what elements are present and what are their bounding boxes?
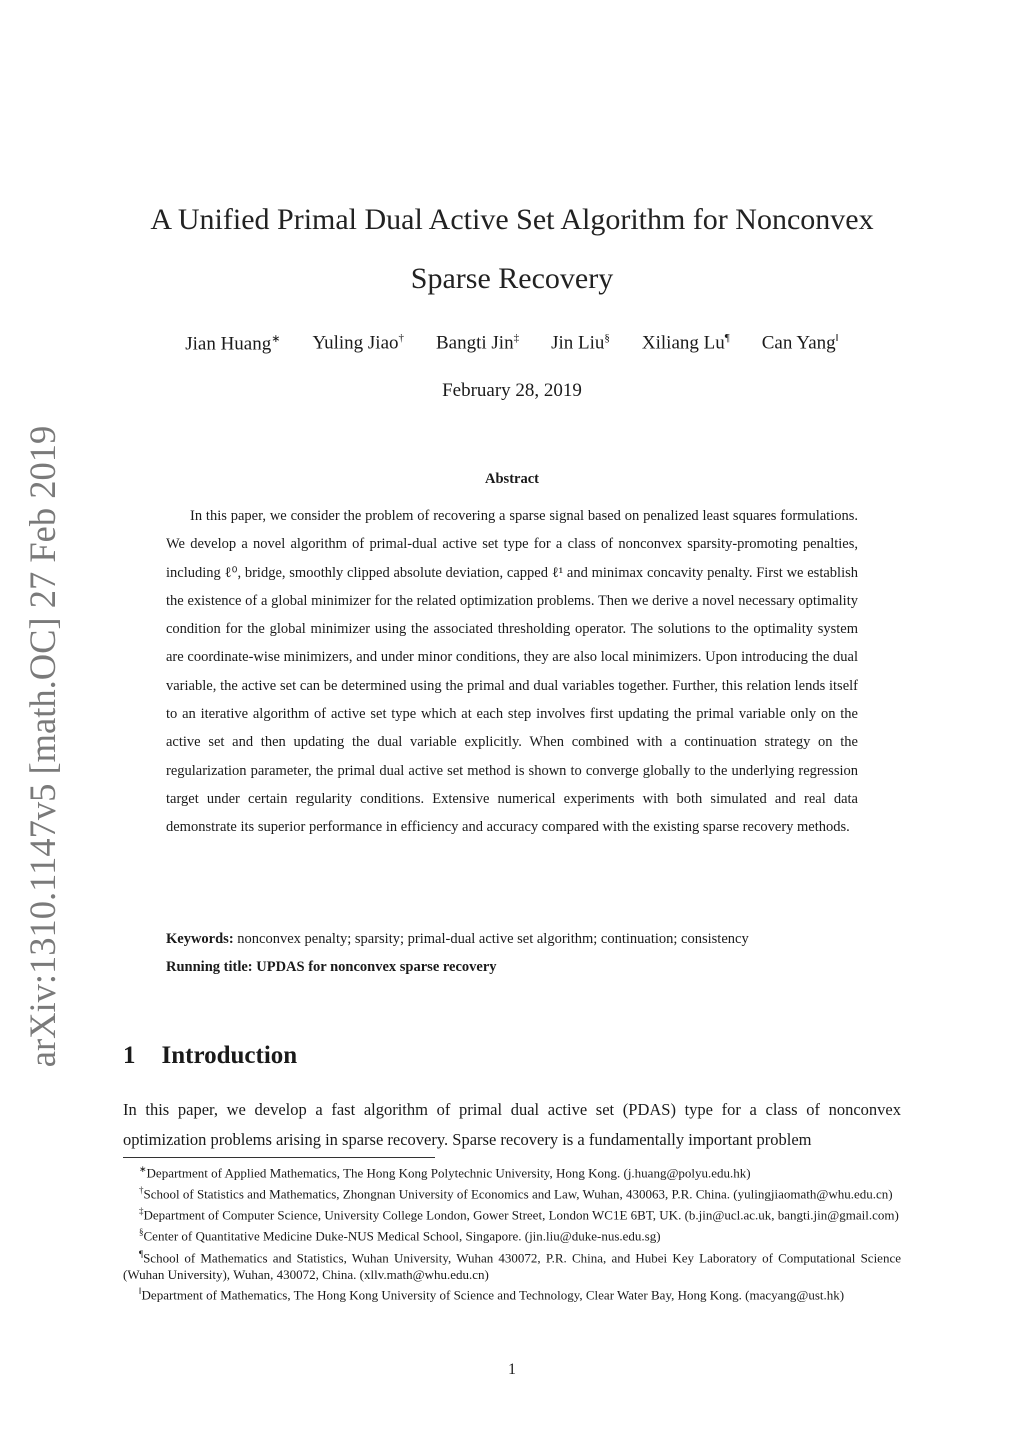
arxiv-sidebar-stamp (14, 425, 72, 1067)
abstract-heading: Abstract (485, 471, 539, 487)
footnotes (123, 1161, 901, 1305)
keywords-label: Keywords: (166, 931, 234, 947)
running-title-text: UPDAS for nonconvex sparse recovery (256, 959, 497, 975)
footnote-divider (123, 1157, 435, 1158)
running-title-label: Running title: (166, 959, 253, 975)
footnote: ¶School of Mathematics and Statistics, Wuhan University, Wuhan 430072, P.R. China, and Hubei Key Laboratory of Computational Science (Wuhan University), Wuhan, 430072, China. (xllv.math@whu.edu.cn) (123, 1248, 901, 1282)
keywords-text: nonconvex penalty; sparsity; primal-dual active set algorithm; continuation; consistency (237, 931, 749, 947)
paper-title-line-2: Sparse Recovery (410, 262, 614, 295)
keywords-line (166, 931, 749, 948)
section-number: 1 (123, 1042, 136, 1069)
author: Bangti Jin‡ (436, 332, 520, 354)
paper-title-line-1: A Unified Primal Dual Active Set Algorithm for Nonconvex (150, 203, 874, 236)
section-heading (123, 1042, 297, 1070)
footnote: ‖Department of Mathematics, The Hong Kong University of Science and Technology, Clear Water Bay, Hong Kong. (macyang@ust.hk) (139, 1286, 845, 1303)
author: Can Yang‖ (761, 332, 839, 354)
page-number: 1 (508, 1361, 516, 1378)
author: Jian Huang∗ (185, 333, 281, 355)
footnote: †School of Statistics and Mathematics, Zhongnan University of Economics and Law, Wuhan, 430063, P.R. China. (yulingjiaomath@whu.edu.cn) (139, 1185, 893, 1202)
publication-date: February 28, 2019 (442, 380, 582, 401)
arxiv-id-text: arXiv:1310.1147v5 [math.OC] 27 Feb 2019 (22, 425, 64, 1067)
introduction-paragraph: In this paper, we develop a fast algorithm of primal dual active set (PDAS) type for a class of nonconvex optimization problems arising in sparse recovery. Sparse recovery is a fundamentally important problem (123, 1100, 901, 1149)
footnote: ∗Department of Applied Mathematics, The Hong Kong Polytechnic University, Hong Kong. (j.huang@polyu.edu.hk) (139, 1164, 751, 1181)
author: Jin Liu§ (551, 332, 610, 354)
abstract-text: In this paper, we consider the problem of recovering a sparse signal based on penalized least squares formulations. We develop a novel algorithm of primal-dual active set type for a class of nonconvex sparsity-promoting penalties, including ℓ⁰, bridge, smoothly clipped absolute deviation, capped ℓ¹ and minimax concavity penalty. First we establish the existence of a global minimizer for the related optimization problems. Then we derive a novel necessary optimality condition for the global minimizer using the associated thresholding operator. The solutions to the optimality system are coordinate-wise minimizers, and under minor conditions, they are also local minimizers. Upon introducing the dual variable, the active set can be determined using the primal and dual variables together. Further, this relation lends itself to an iterative algorithm of active set type which at each step involves first updating the primal variable only on the active set and then updating the dual variable explicitly. When combined with a continuation strategy on the regularization parameter, the primal dual active set method is shown to converge globally to the underlying regression target under certain regularity conditions. Extensive numerical experiments with both simulated and real data demonstrate its superior performance in efficiency and accuracy compared with the existing sparse recovery methods. (166, 508, 858, 836)
author: Xiliang Lu¶ (641, 332, 730, 354)
footnote: ‡Department of Computer Science, University College London, Gower Street, London WC1E 6BT, UK. (b.jin@ucl.ac.uk, bangti.jin@gmail.com) (139, 1206, 899, 1223)
author: Yuling Jiao† (312, 332, 404, 354)
running-title-line (166, 959, 497, 976)
section-title: Introduction (161, 1042, 298, 1069)
footnote: §Center of Quantitative Medicine Duke-NUS Medical School, Singapore. (jin.liu@duke-nus.edu.sg) (139, 1227, 661, 1244)
author-list (0, 332, 1024, 355)
